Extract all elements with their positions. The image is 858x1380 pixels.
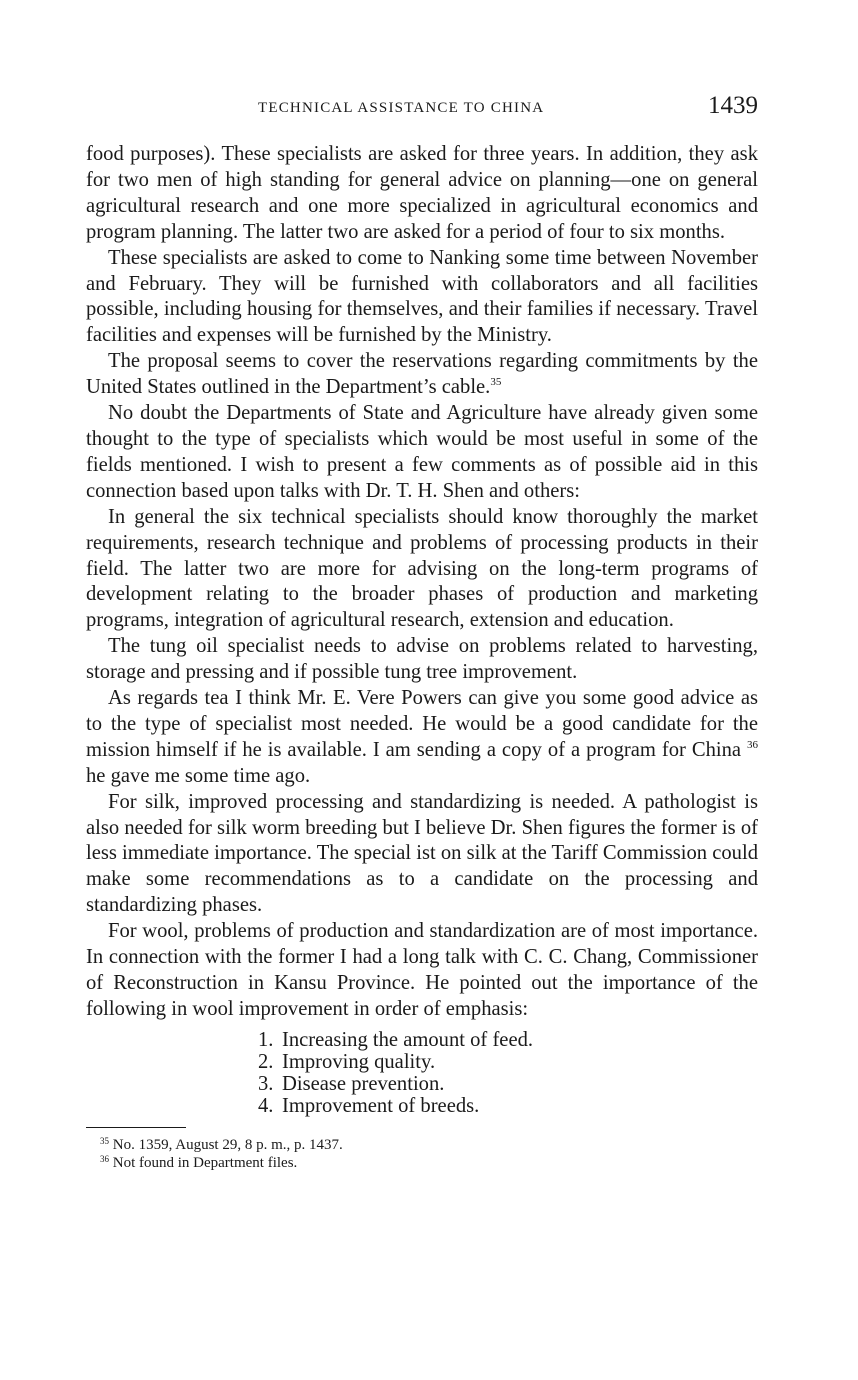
paragraph-text: In general the six technical specialists should know thoroughly the market requirements, research technique and problems of processing products in their field. The latter two are more for advising on the long-term programs of development relating to the broader phases of production and marketing programs, integration of agricultural research, extension and education. (86, 505, 758, 632)
paragraph-text: As regards tea I think Mr. E. Vere Powers can give you some good advice as to the type of specialist most needed. He would be a good candidate for the mission himself if he is available. I am sending a copy of a program for China (86, 687, 758, 761)
list-item-number: 2. (258, 1050, 274, 1073)
list-item-text: Increasing the amount of feed. (282, 1028, 534, 1051)
numbered-list (258, 1029, 758, 1117)
paragraph (86, 349, 758, 401)
paragraph-text: For silk, improved processing and standardizing is needed. A pathologist is also needed for silk worm breeding but I believe Dr. Shen figures the former is of less immediate importance. The special ist on silk at the Tariff Commission could make some recommendations as to a candidate on the processing and standardizing phases. (86, 790, 758, 917)
running-title: TECHNICAL ASSISTANCE TO CHINA (258, 100, 545, 116)
list-item-number: 3. (258, 1072, 274, 1095)
paragraph (86, 634, 758, 686)
page-number: 1439 (708, 92, 758, 119)
paragraph-text: For wool, problems of production and standardization are of most importance. In connection with the former I had a long talk with C. C. Chang, Commissioner of Reconstruction in Kansu Province. He pointed out the importance of the following in wool improvement in order of emphasis: (86, 920, 758, 1020)
paragraph (86, 919, 758, 1023)
list-item-text: Disease prevention. (282, 1072, 445, 1095)
list-item (258, 1095, 758, 1117)
footnote-mark: 35 (100, 1135, 109, 1146)
document-page (86, 92, 758, 1172)
footnote-ref: 36 (747, 738, 758, 751)
paragraph (86, 246, 758, 350)
paragraph (86, 401, 758, 505)
footnote-rule (86, 1127, 186, 1128)
footnote-text: Not found in Department files. (109, 1154, 298, 1171)
list-item (258, 1073, 758, 1095)
list-item (258, 1029, 758, 1051)
paragraph (86, 505, 758, 635)
footnote-text: No. 1359, August 29, 8 p. m., p. 1437. (109, 1136, 343, 1153)
list-item-number: 1. (258, 1028, 274, 1051)
list-item-number: 4. (258, 1094, 274, 1117)
paragraph (86, 686, 758, 790)
paragraph (86, 142, 758, 246)
paragraph (86, 790, 758, 920)
footnote-mark: 36 (100, 1153, 109, 1164)
footnote-ref: 35 (490, 376, 502, 389)
paragraph-text: No doubt the Departments of State and Agriculture have already given some thought to the type of specialists which would be most useful in some of the fields mentioned. I wish to present a few comments as of possible aid in this connection based upon talks with Dr. T. H. Shen and others: (86, 402, 758, 502)
list-item (258, 1051, 758, 1073)
body-text (86, 142, 758, 1023)
paragraph-text: These specialists are asked to come to Nanking some time between November and February. They will be furnished with collaborators and all facilities possible, including housing for themselves, and their families if necessary. Travel facilities and expenses will be furnished by the Ministry. (86, 246, 758, 347)
list-item-text: Improvement of breeds. (282, 1094, 480, 1117)
footnotes (100, 1136, 758, 1172)
running-head (86, 92, 758, 132)
list-item-text: Improving quality. (282, 1050, 436, 1073)
footnote (100, 1136, 758, 1154)
paragraph-text: he gave me some time ago. (86, 764, 311, 787)
footnote (100, 1154, 758, 1172)
paragraph-text: The tung oil specialist needs to advise on problems related to harvesting, storage and pressing and if possible tung tree improvement. (86, 635, 758, 684)
paragraph-text: food purposes). These specialists are asked for three years. In addition, they ask for two men of high standing for general advice on planning—one on general agricultural research and one more specialized in agricultural economics and program planning. The latter two are asked for a period of four to six months. (86, 143, 758, 243)
paragraph-text: The proposal seems to cover the reservations regarding commitments by the United States outlined in the Department’s cable. (86, 350, 758, 399)
